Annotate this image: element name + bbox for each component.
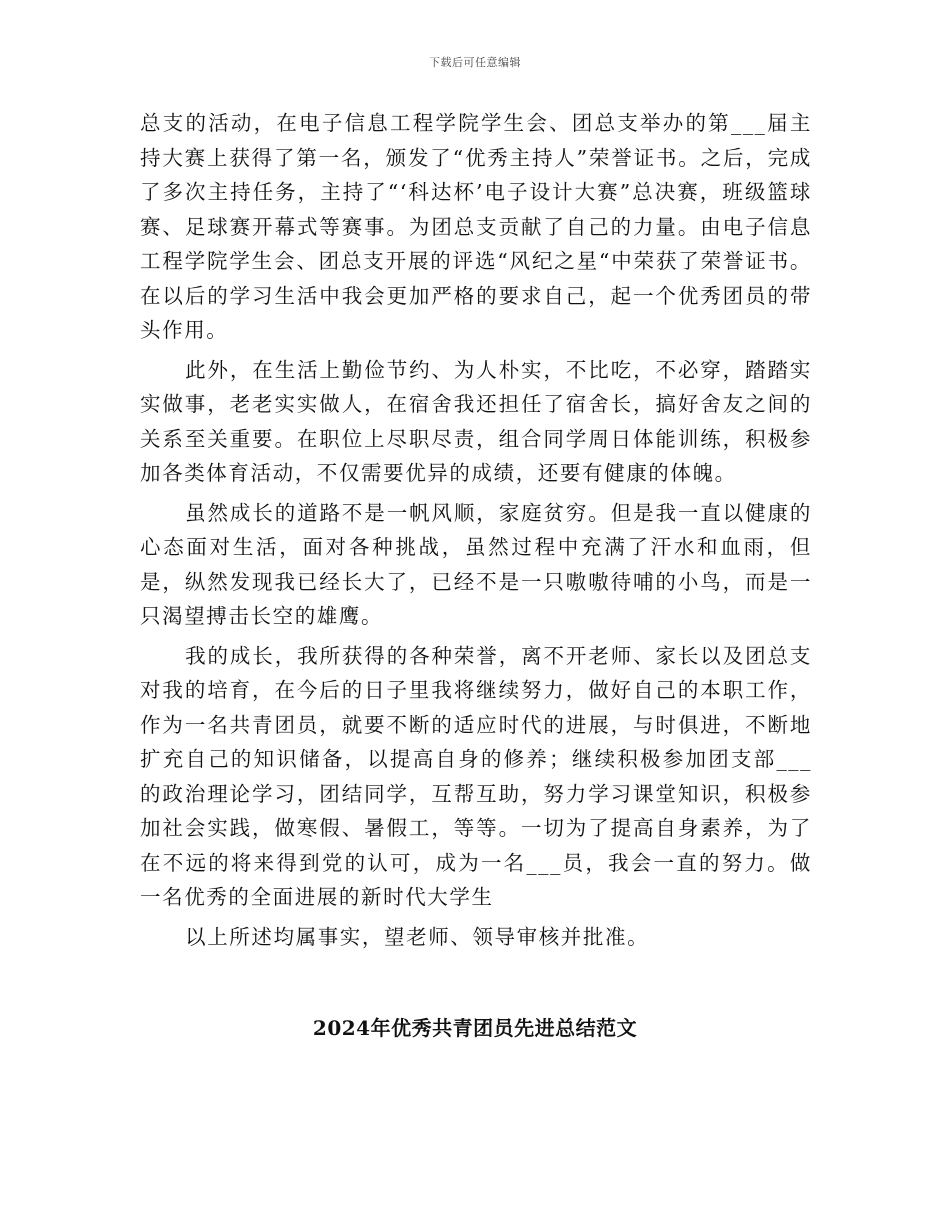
paragraph-life: 此外，在生活上勤俭节约、为人朴实，不比吃，不必穿，踏踏实实做事，老老实实做人，在宿舍我还担任了宿舍长，搞好舍友之间的关系至关重要。在职位上尽职尽责，组合同学周日体能训练，积极参加各类体育活动，不仅需要优异的成绩，还要有健康的体魄。: [140, 357, 812, 485]
paragraph-closing: 以上所述均属事实，望老师、领导审核并批准。: [185, 924, 650, 949]
document-body: [140, 106, 812, 959]
paragraph-honors: 我的成长，我所获得的各种荣誉，离不开老师、家长以及团总支对我的培育，在今后的日子里我将继续努力，做好自己的本职工作，作为一名共青团员，就要不断的适应时代的进展，与时俱进，不断地扩充自己的知识储备，以提高自身的修养；继续积极参加团支部___的政治理论学习，团结同学，互帮互助，努力学习课堂知识，积极参加社会实践，做寒假、暑假工，等等。一切为了提高自身素养，为了在不远的将来得到党的认可，成为一名___员，我会一直的努力。做一名优秀的全面进展的新时代大学生: [140, 643, 812, 909]
paragraph-continued: 总支的活动，在电子信息工程学院学生会、团总支举办的第___届主持大赛上获得了第一名，颁发了“优秀主持人”荣誉证书。之后，完成了多次主持任务，主持了“‘科达杯’电子设计大赛”总决赛，班级篮球赛、足球赛开幕式等赛事。为团总支贡献了自己的力量。由电子信息工程学院学生会、团总支开展的评选“风纪之星“中荣获了荣誉证书。在以后的学习生活中我会更加严格的要求自己，起一个优秀团员的带头作用。: [140, 111, 812, 342]
header-note: 下载后可任意编辑: [429, 56, 521, 69]
paragraph-growth: 虽然成长的道路不是一帆风顺，家庭贫穷。但是我一直以健康的心态面对生活，面对各种挑战，虽然过程中充满了汗水和血雨，但是，纵然发现我已经长大了，已经不是一只嗷嗷待哺的小鸟，而是一只渴望搏击长空的雄鹰。: [140, 500, 812, 628]
section-title: 2024年优秀共青团员先进总结范文: [312, 1016, 638, 1040]
